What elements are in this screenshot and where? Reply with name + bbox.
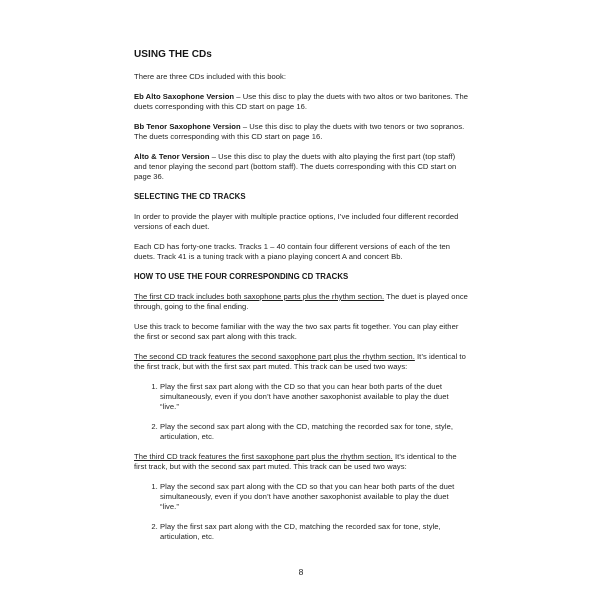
text-run: Play the first sax part along with the CD, matching the recorded sax for tone, style, articulation, etc.: [160, 522, 441, 541]
section-heading-selecting: SELECTING THE CD TRACKS: [134, 192, 246, 201]
text-run: It’s identical to the first track, but with the first sax part muted. This track can be used two ways:: [134, 352, 466, 371]
list-item: [160, 522, 468, 542]
text-run: Play the first sax part along with the CD so that you can hear both parts of the duet simultaneously, even if you don’t have another saxophonist available to play the duet “live.”: [160, 382, 449, 411]
text-run: There are three CDs included with this book:: [134, 72, 287, 81]
version-name-bb-tenor: Bb Tenor Saxophone Version: [134, 122, 241, 131]
list-item: [160, 382, 468, 412]
text-run: The duet is played once through, going to the final ending.: [134, 292, 468, 311]
selecting-paragraph-1: [134, 212, 468, 232]
section-heading-howto: HOW TO USE THE FOUR CORRESPONDING CD TRACKS: [134, 272, 349, 281]
text-run: – Use this disc to play the duets with two tenors or two sopranos. The duets corresponding with this CD start on page 16.: [134, 122, 465, 141]
text-run: Play the second sax part along with the CD so that you can hear both parts of the duet simultaneously, even if you don’t have another saxophonist available to play the duet “live.”: [160, 482, 455, 511]
version-name-alto-tenor: Alto & Tenor Version: [134, 152, 210, 161]
text-run: Play the second sax part along with the CD, matching the recorded sax for tone, style, articulation, etc.: [160, 422, 454, 441]
text-run: Use this track to become familiar with the way the two sax parts fit together. You can play either the first or second sax part along with this track.: [134, 322, 459, 341]
document-page: [134, 49, 468, 552]
intro-paragraph: [134, 72, 468, 82]
track1-paragraph: [134, 292, 468, 312]
text-run: In order to provide the player with multiple practice options, I’ve included four different recorded versions of each duet.: [134, 212, 459, 231]
text-run: – Use this disc to play the duets with two altos or two baritones. The duets corresponding with this CD start on page 16.: [134, 92, 468, 111]
page-number: 8: [298, 567, 304, 577]
version-paragraph-eb-alto: [134, 92, 468, 112]
track3-list: [134, 482, 468, 542]
track2-paragraph: [134, 352, 468, 372]
list-item: [160, 482, 468, 512]
text-run: Each CD has forty-one tracks. Tracks 1 – 40 contain four different versions of each of the ten duets. Track 41 is a tuning track with a piano playing concert A and concert Bb.: [134, 242, 451, 261]
text-run: It’s identical to the first track, but with the second sax part muted. This track can be used two ways:: [134, 452, 457, 471]
text-run: – Use this disc to play the duets with alto playing the first part (top staff) and tenor playing the second part (bottom staff). The duets corresponding with this CD start on page 36.: [134, 152, 457, 181]
page-title: USING THE CDs: [134, 49, 212, 60]
version-name-eb-alto: Eb Alto Saxophone Version: [134, 92, 235, 101]
version-paragraph-bb-tenor: [134, 122, 468, 142]
track3-paragraph: [134, 452, 468, 472]
track1-extra-paragraph: [134, 322, 468, 342]
selecting-paragraph-2: [134, 242, 468, 262]
track1-underlined-lead: The first CD track includes both saxophone parts plus the rhythm section.: [134, 292, 385, 301]
list-item: [160, 422, 468, 442]
track2-list: [134, 382, 468, 442]
track2-underlined-lead: The second CD track features the second saxophone part plus the rhythm section.: [134, 352, 415, 361]
version-paragraph-alto-tenor: [134, 152, 468, 182]
track3-underlined-lead: The third CD track features the first saxophone part plus the rhythm section.: [134, 452, 393, 461]
